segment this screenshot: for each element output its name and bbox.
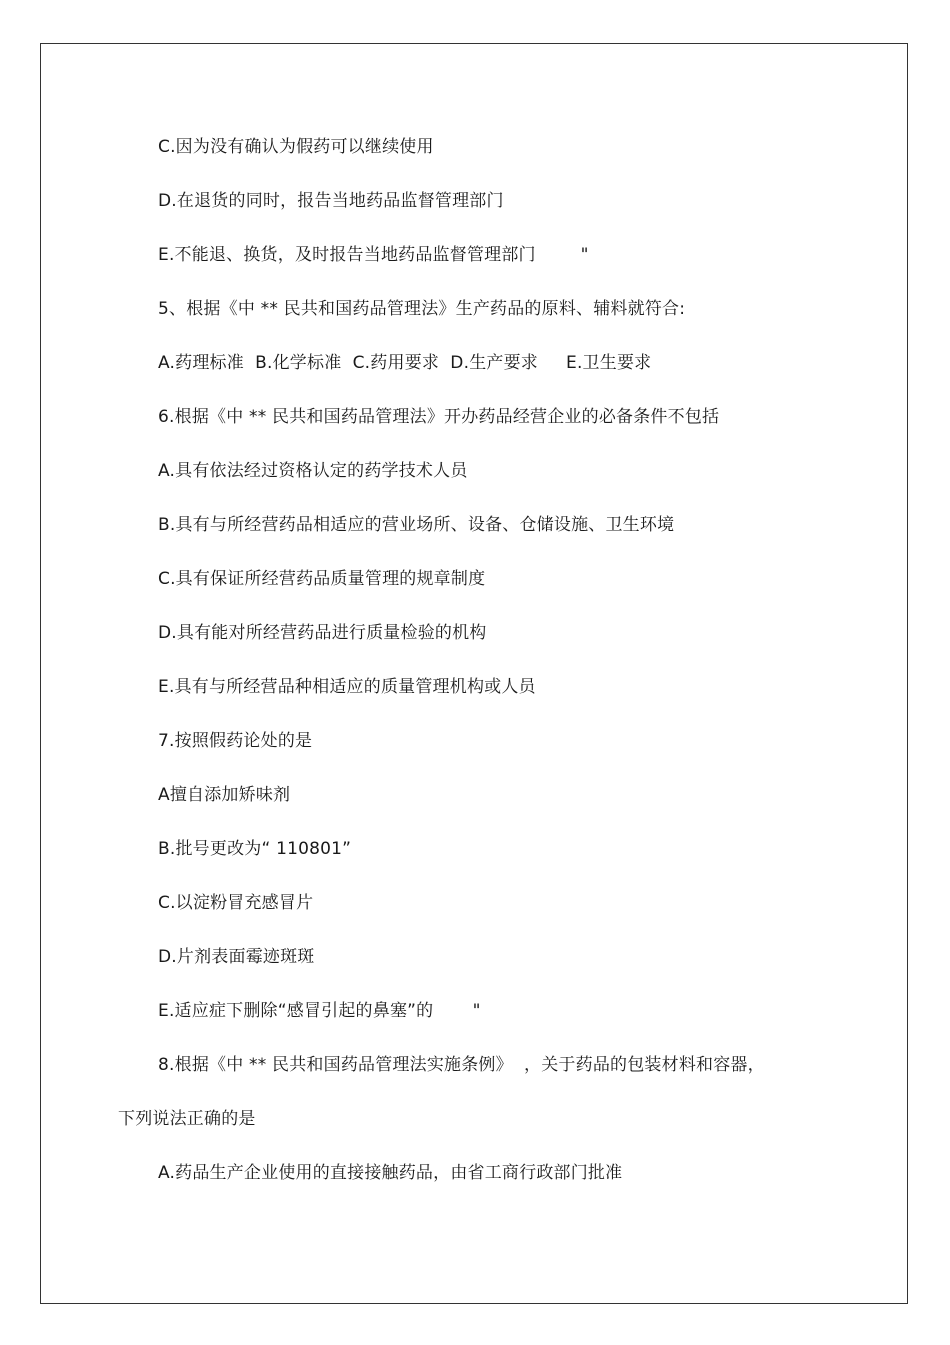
question-7-option-e: E.适应症下删除“感冒引起的鼻塞”的 ": [158, 1001, 481, 1021]
question-8-option-a: A.药品生产企业使用的直接接触药品，由省工商行政部门批准: [158, 1163, 623, 1183]
question-7-option-a: A擅自添加矫味剂: [158, 785, 291, 805]
question-7-option-d: D.片剂表面霉迹斑斑: [158, 947, 315, 967]
option-d-line: D.在退货的同时，报告当地药品监督管理部门: [158, 191, 504, 211]
question-6-option-b: B.具有与所经营药品相适应的营业场所、设备、仓储设施、卫生环境: [158, 515, 675, 535]
question-5: 5、根据《中 ** 民共和国药品管理法》生产药品的原料、辅料就符合:: [158, 299, 686, 319]
question-5-options: A.药理标准 B.化学标准 C.药用要求 D.生产要求 E.卫生要求: [158, 353, 652, 373]
question-6-option-d: D.具有能对所经营药品进行质量检验的机构: [158, 623, 487, 643]
question-6-option-c: C.具有保证所经营药品质量管理的规章制度: [158, 569, 486, 589]
question-8: 8.根据《中 ** 民共和国药品管理法实施条例》 ，关于药品的包装材料和容器，: [158, 1055, 765, 1075]
option-e-line: E.不能退、换货，及时报告当地药品监督管理部门 ": [158, 245, 589, 265]
question-6: 6.根据《中 ** 民共和国药品管理法》开办药品经营企业的必备条件不包括: [158, 407, 720, 427]
question-8-continued: 下列说法正确的是: [118, 1109, 256, 1129]
question-7-option-b: B.批号更改为“ 110801”: [158, 839, 352, 859]
question-6-option-a: A.具有依法经过资格认定的药学技术人员: [158, 461, 468, 481]
question-7-option-c: C.以淀粉冒充感冒片: [158, 893, 314, 913]
option-c-line: C.因为没有确认为假药可以继续使用: [158, 137, 434, 157]
question-6-option-e: E.具有与所经营品种相适应的质量管理机构或人员: [158, 677, 536, 697]
question-7: 7.按照假药论处的是: [158, 731, 313, 751]
